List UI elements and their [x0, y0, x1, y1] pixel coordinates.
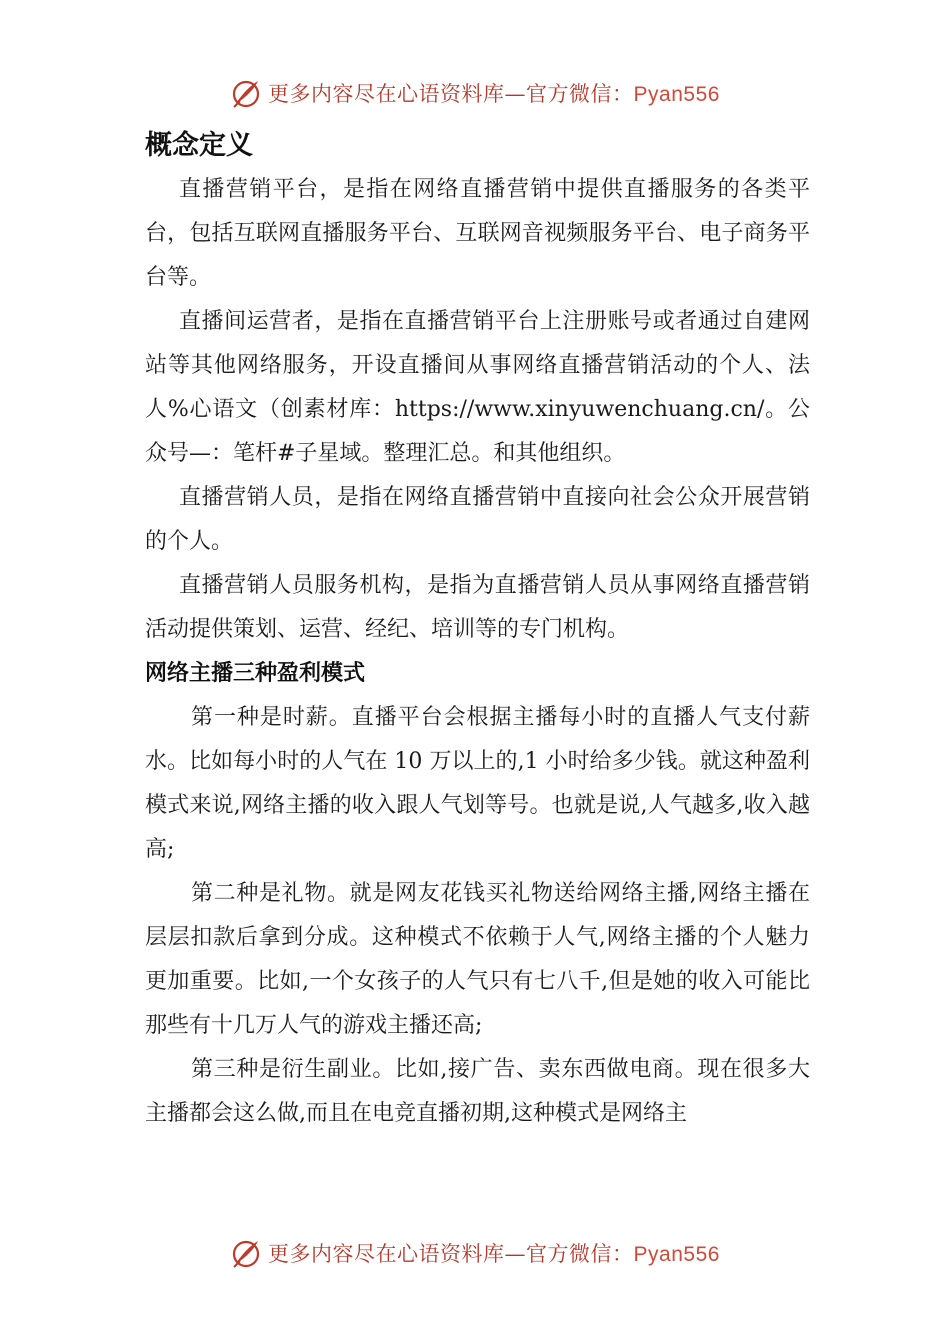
paragraph-marketer: 直播营销人员，是指在网络直播营销中直接向社会公众开展营销的个人。 — [145, 485, 810, 554]
paragraph-side-business: 第三种是衍生副业。比如,接广告、卖东西做电商。现在很多大主播都会这么做,而且在电竞直播初期,这种模式是网络主 — [145, 1057, 810, 1126]
paragraph-gifts: 第二种是礼物。就是网友花钱买礼物送给网络主播,网络主播在层层扣款后拿到分成。这种模式不依赖于人气,网络主播的个人魅力更加重要。比如,一个女孩子的人气只有七八千,但是她的收入可能比那些有十几万人气的游戏主播还高; — [145, 881, 810, 1038]
paragraph-agency: 直播营销人员服务机构，是指为直播营销人员从事网络直播营销活动提供策划、运营、经纪、培训等的专门机构。 — [145, 573, 810, 642]
paragraph-platform: 直播营销平台，是指在网络直播营销中提供直播服务的各类平台，包括互联网直播服务平台、互联网音视频服务平台、电子商务平台等。 — [145, 177, 810, 290]
section-title-definition: 概念定义 — [145, 130, 253, 161]
feather-logo-icon — [230, 1237, 262, 1269]
watermark-wechat-id: Pyan556 — [633, 1243, 720, 1266]
watermark-text — [268, 1238, 720, 1268]
paragraph-operator: 直播间运营者，是指在直播营销平台上注册账号或者通过自建网站等其他网络服务，开设直播间从事网络直播营销活动的个人、法人%心语文（创素材库：https://www.xinyuwenchuang.cn/。公众号—：笔杆#子星域。整理汇总。和其他组织。 — [145, 309, 810, 466]
header-watermark — [0, 73, 950, 113]
watermark-label: 更多内容尽在心语资料库—官方微信： — [268, 1242, 634, 1266]
section-title-profit: 网络主播三种盈利模式 — [145, 661, 366, 686]
watermark-label: 更多内容尽在心语资料库—官方微信： — [268, 82, 634, 106]
feather-logo-icon — [230, 77, 262, 109]
paragraph-hourly-pay: 第一种是时薪。直播平台会根据主播每小时的直播人气支付薪水。比如每小时的人气在 10 万以上的,1 小时给多少钱。就这种盈利模式来说,网络主播的收入跟人气划等号。也就是说,人气越多,收入越高; — [145, 705, 810, 862]
watermark-text — [268, 78, 720, 108]
footer-watermark — [0, 1233, 950, 1273]
watermark-wechat-id: Pyan556 — [633, 83, 720, 106]
document-body — [145, 124, 810, 1136]
